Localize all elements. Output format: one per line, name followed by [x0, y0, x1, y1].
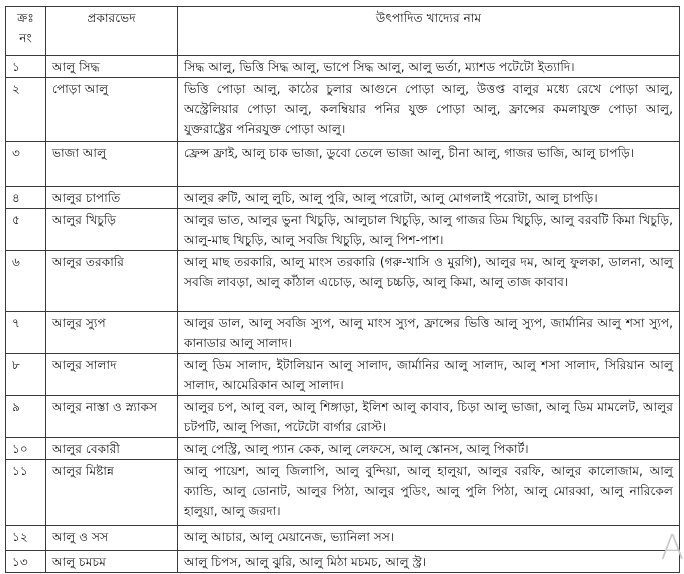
table-row — [6, 78, 680, 142]
cell-category: আলুর সালাদ — [46, 354, 178, 396]
cell-serial: ১১ — [6, 460, 46, 526]
header-products: উৎপাদিত খাদ্যের নাম — [178, 7, 680, 56]
cell-products: আলু পেস্ট্রি, আলু প্যান কেক, আলু লেফসে, আলু স্কোনস, আলু পিকার্ট। — [178, 438, 680, 460]
cell-serial: ১২ — [6, 526, 46, 551]
cell-serial: ৬ — [6, 251, 46, 312]
cell-serial: ১ — [6, 56, 46, 78]
table-row — [6, 312, 680, 354]
potato-products-table — [5, 6, 680, 573]
cell-products: আলু পায়েশ, আলু জিলাপি, আলু বুন্দিয়া, আলু হালুয়া, আলুর বরফি, আলুর কালোজাম, আলু ক্যান্ডি, আলু ডোনাট, আলুর পিঠা, আলুর পুডিং, আলু পুলি পিঠা, আলু মোরব্বা, আলু নারিকেল হালুয়া, আলু জরদা। — [178, 460, 680, 526]
cell-category: আলু চমচম — [46, 551, 178, 573]
cell-products: ফ্রেন্স ফ্রাই, আলু চাক ভাজা, ডুবো তেলে ভাজা আলু, চীনা আলু, গাজর ভাজি, আলু চাপড়ি। — [178, 142, 680, 187]
table-row — [6, 209, 680, 251]
table-row — [6, 56, 680, 78]
cell-products: আলু মাছ তরকারি, আলু মাংস তরকারি (গরু-খাসি ও মুরগি), আলুর দম, আলু ফুলকা, ডালনা, আলু সবজি লাবড়া, আলু কাঁঠাল এচোড়, আলু চচ্চড়ি, আলু কিমা, আলু তাজ কাবাব। — [178, 251, 680, 312]
table-row — [6, 526, 680, 551]
table-row — [6, 460, 680, 526]
cell-serial: ৫ — [6, 209, 46, 251]
cell-products: আলু চিপস, আলু ঝুরি, আলু মিঠা মচমচ, আলু স্ট্র। — [178, 551, 680, 573]
cell-serial: ২ — [6, 78, 46, 142]
cell-serial: ৩ — [6, 142, 46, 187]
cell-products: আলু ডিম সালাদ, ইটালিয়ান আলু সালাদ, জার্মানির আলু সালাদ, আলু শসা সালাদ, সিরিয়ান আলু সালাদ, আমেরিকান আলু সালাদ। — [178, 354, 680, 396]
cell-category: আলুর নাস্তা ও স্ন্যাকস — [46, 396, 178, 438]
cell-products: ভিত্তি পোড়া আলু, কাঠের চুলার আগুনে পোড়া আলু, উত্তপ্ত বালুর মধ্যে রেখে পোড়া আলু, অস্ট্রেলিয়ার পোড়া আলু, কলম্বিয়ার পনির যুক্ত পোড়া আলু, ফ্রান্সের কমলাযুক্ত পোড়া আলু, যুক্তরাষ্ট্রের পনিরযুক্ত পোড়া আলু। — [178, 78, 680, 142]
table-row — [6, 187, 680, 209]
cell-category: আলুর বেকারী — [46, 438, 178, 460]
cell-category: আলু ও সস — [46, 526, 178, 551]
cell-serial: ৪ — [6, 187, 46, 209]
table-row — [6, 438, 680, 460]
cell-products: আলুর রুটি, আলু লুচি, আলু পুরি, আলু পরোটা, আলু মোগলাই পরোটা, আলু চাপড়ি। — [178, 187, 680, 209]
cell-serial: ৯ — [6, 396, 46, 438]
watermark-letter: A — [660, 528, 684, 568]
table-row — [6, 396, 680, 438]
cell-category: পোড়া আলু — [46, 78, 178, 142]
table-row — [6, 354, 680, 396]
cell-serial: ৮ — [6, 354, 46, 396]
cell-products: আলুর চপ, আলু বল, আলু শিঙ্গাড়া, ইলিশ আলু কাবাব, চিড়া আলু ভাজা, আলু ডিম মামলেট, আলুর চটপটি, আলু পিজা, পটেটো বার্গার রোস্ট। — [178, 396, 680, 438]
cell-category: আলুর স্যুপ — [46, 312, 178, 354]
table-row — [6, 551, 680, 573]
table-header-row — [6, 7, 680, 56]
cell-category: আলুর মিষ্টান্ন — [46, 460, 178, 526]
cell-category: আলুর খিচুড়ি — [46, 209, 178, 251]
cell-category: ভাজা আলু — [46, 142, 178, 187]
header-serial: ক্রঃ নং — [6, 7, 46, 56]
cell-products: আলু আচার, আলু মেয়ানেজ, ভ্যানিলা সস। — [178, 526, 680, 551]
cell-products: আলুর ডাল, আলু সবজি স্যুপ, আলু মাংস স্যুপ, ফ্রান্সের ভিত্তি আলু স্যুপ, জার্মানির আলু শসা স্যুপ, কানাডার আলু সালাদ। — [178, 312, 680, 354]
cell-products: আলুর ভাত, আলুর ভুনা খিচুড়ি, আলুচাল খিচুড়ি, আলু গাজর ডিম খিচুড়ি, আলু বরবটি কিমা খিচুড়ি, আলু-মাছ খিচুড়ি, আলু সবজি খিচুড়ি, আলু পিশ-পাশ। — [178, 209, 680, 251]
table-row — [6, 142, 680, 187]
cell-category: আলুর চাপাতি — [46, 187, 178, 209]
cell-serial: ৭ — [6, 312, 46, 354]
header-category: প্রকারভেদ — [46, 7, 178, 56]
cell-serial: ১০ — [6, 438, 46, 460]
cell-products: সিদ্ধ আলু, ভিত্তি সিদ্ধ আলু, ভাপে সিদ্ধ আলু, আলু ভর্তা, ম্যাশড পটেটো ইত্যাদি। — [178, 56, 680, 78]
cell-serial: ১৩ — [6, 551, 46, 573]
table-row — [6, 251, 680, 312]
cell-category: আলুর তরকারি — [46, 251, 178, 312]
cell-category: আলু সিদ্ধ — [46, 56, 178, 78]
